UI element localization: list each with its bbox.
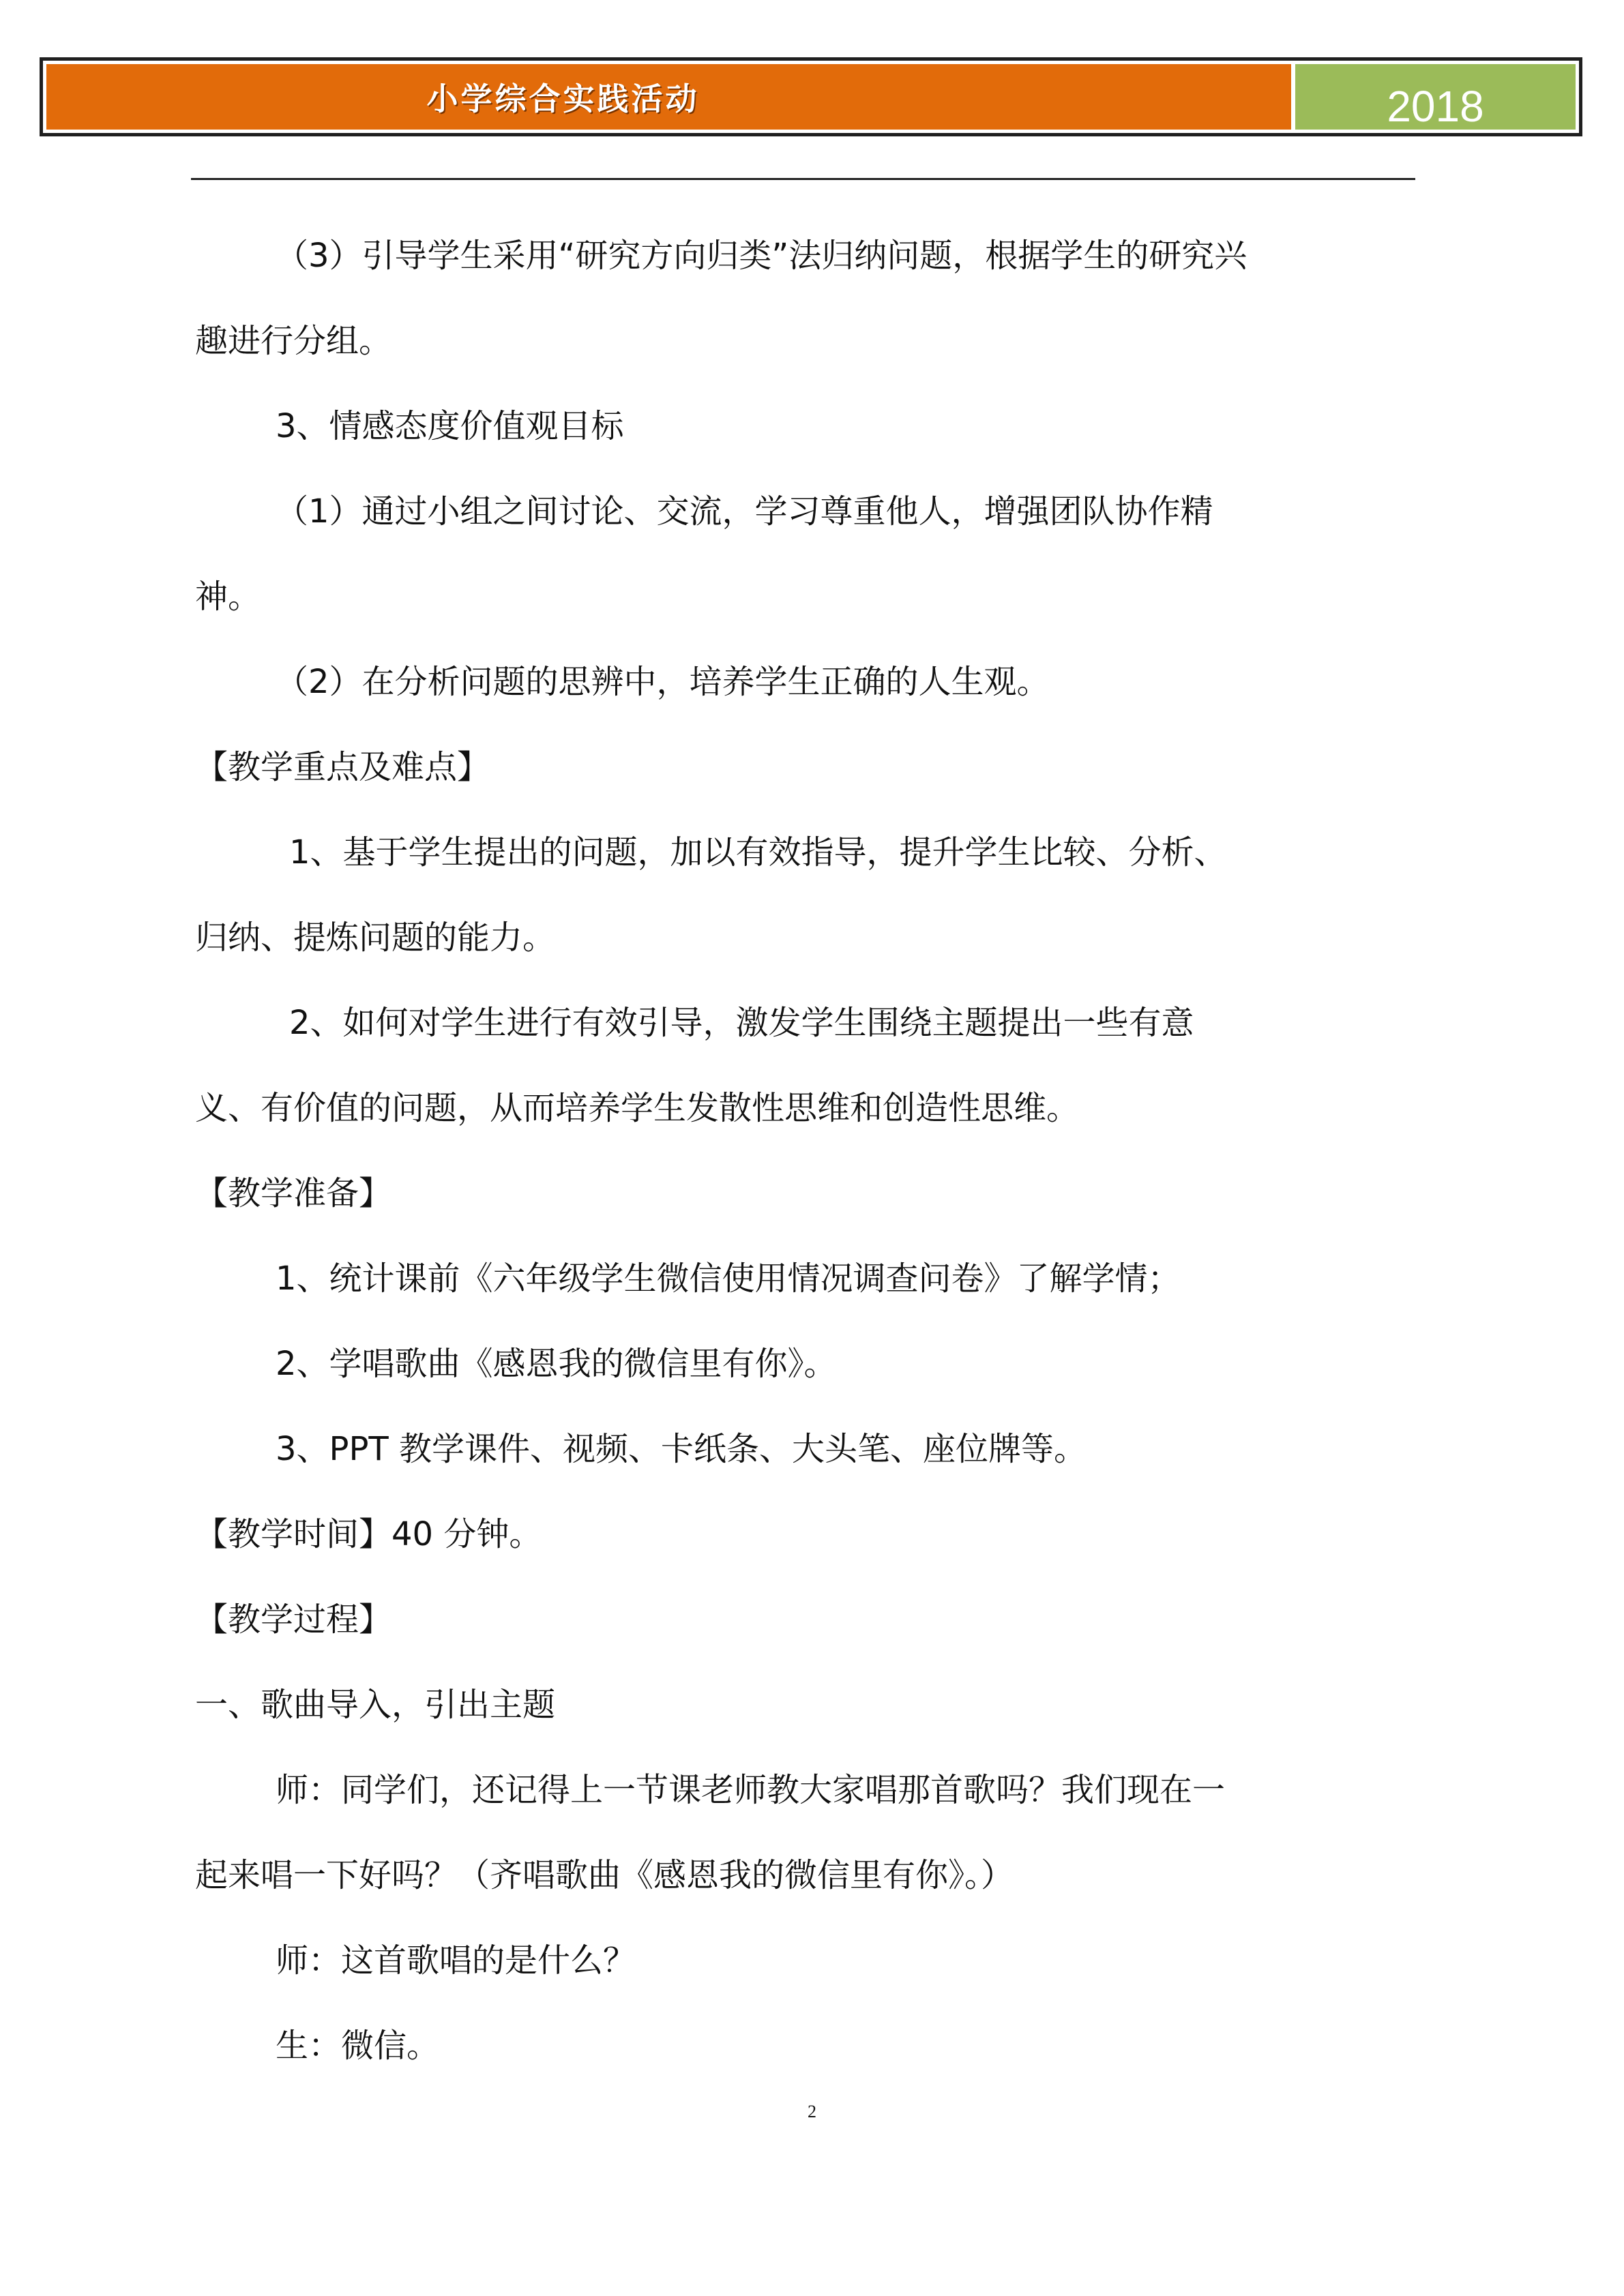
body-line: 2、如何对学生进行有效引导，激发学生围绕主题提出一些有意: [289, 1004, 1194, 1042]
header-title: 小学综合实践活动: [426, 80, 700, 117]
body-line: 归纳、提炼问题的能力。: [195, 919, 556, 957]
header-divider: [191, 178, 1415, 180]
section-heading: 【教学重点及难点】: [195, 748, 490, 786]
body-line: （2）在分析问题的思辨中，培养学生正确的人生观。: [276, 663, 1050, 701]
body-line: 师：这首歌唱的是什么？: [276, 1941, 636, 1980]
header-year: 2018: [1387, 82, 1484, 131]
body-line: 师：同学们，还记得上一节课老师教大家唱那首歌吗？我们现在一: [276, 1771, 1226, 1809]
section-heading: 【教学过程】: [195, 1600, 392, 1639]
body-line: 起来唱一下好吗？（齐唱歌曲《感恩我的微信里有你》。）: [195, 1856, 1014, 1894]
body-line: 2、学唱歌曲《感恩我的微信里有你》。: [276, 1345, 837, 1383]
section-heading: 【教学时间】40 分钟。: [195, 1515, 542, 1553]
body-line: 神。: [195, 578, 261, 616]
body-line: （3）引导学生采用“研究方向归类”法归纳问题，根据学生的研究兴: [276, 237, 1247, 275]
body-line: 3、PPT 教学课件、视频、卡纸条、大头笔、座位牌等。: [276, 1430, 1087, 1468]
body-line: 1、基于学生提出的问题，加以有效指导，提升学生比较、分析、: [289, 833, 1227, 871]
body-line: 生：微信。: [276, 2027, 440, 2065]
document-header: [40, 57, 1582, 136]
header-year-bar: [1295, 64, 1576, 130]
subsection-heading: 3、情感态度价值观目标: [276, 407, 624, 445]
body-line: 义、有价值的问题，从而培养学生发散性思维和创造性思维。: [195, 1089, 1080, 1127]
body-line: （1）通过小组之间讨论、交流，学习尊重他人，增强团队协作精: [276, 492, 1213, 531]
page-number: 2: [808, 2102, 816, 2121]
body-line: 1、统计课前《六年级学生微信使用情况调查问卷》了解学情；: [276, 1259, 1181, 1298]
body-line: 趣进行分组。: [195, 322, 392, 360]
subsection-heading: 一、歌曲导入，引出主题: [195, 1686, 556, 1724]
header-title-bar: [46, 64, 1291, 130]
section-heading: 【教学准备】: [195, 1174, 392, 1212]
document-body: [195, 213, 1416, 2089]
